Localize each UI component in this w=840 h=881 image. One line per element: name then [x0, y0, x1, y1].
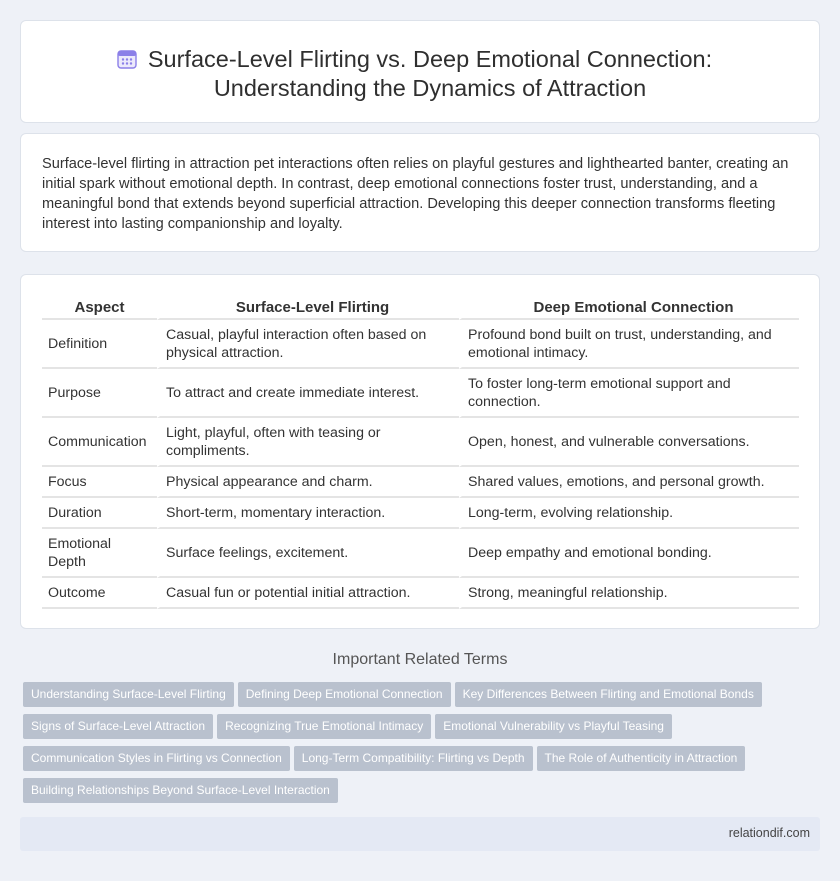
related-term-tag[interactable]: Emotional Vulnerability vs Playful Teasing — [435, 714, 672, 739]
related-term-tag[interactable]: Understanding Surface-Level Flirting — [23, 682, 234, 707]
related-term-tag[interactable]: Long-Term Compatibility: Flirting vs Depth — [294, 746, 533, 771]
table-cell: Physical appearance and charm. — [157, 467, 459, 498]
related-term-tag[interactable]: Communication Styles in Flirting vs Connection — [23, 746, 290, 771]
intro-paragraph: Surface-level flirting in attraction pet interactions often relies on playful gestures and lighthearted banter, creating an initial spark without emotional depth. In contrast, deep emotional connections foster trust, understanding, and a meaningful bond that extends beyond superficial attraction. Developing this deeper connection transforms fleeting interest into lasting companionship and loyalty. — [42, 156, 789, 232]
table-cell: Long-term, evolving relationship. — [459, 498, 799, 529]
page-title — [21, 45, 819, 103]
tag-row — [23, 714, 823, 746]
table-cell-aspect: Outcome — [42, 578, 157, 609]
table-row — [42, 578, 799, 609]
related-terms-title: Important Related Terms — [332, 651, 508, 668]
table-row — [42, 498, 799, 529]
table-cell: Shared values, emotions, and personal growth. — [459, 467, 799, 498]
table-cell-aspect: Purpose — [42, 369, 157, 418]
tag-row — [23, 682, 823, 714]
title-card — [20, 20, 820, 123]
header-deep-connection: Deep Emotional Connection — [459, 298, 799, 320]
table-row — [42, 467, 799, 498]
table-row — [42, 320, 799, 369]
table-cell: Casual, playful interaction often based on physical attraction. — [157, 320, 459, 369]
table-cell: To attract and create immediate interest. — [157, 369, 459, 418]
table-cell: Profound bond built on trust, understanding, and emotional intimacy. — [459, 320, 799, 369]
table-cell: Deep empathy and emotional bonding. — [459, 529, 799, 578]
related-term-tag[interactable]: The Role of Authenticity in Attraction — [537, 746, 746, 771]
table-cell: Strong, meaningful relationship. — [459, 578, 799, 609]
related-term-tag[interactable]: Signs of Surface-Level Attraction — [23, 714, 213, 739]
table-cell-aspect: Communication — [42, 418, 157, 467]
table-row — [42, 369, 799, 418]
table-cell: Open, honest, and vulnerable conversations. — [459, 418, 799, 467]
header-aspect: Aspect — [42, 298, 157, 320]
table-cell-aspect: Focus — [42, 467, 157, 498]
related-term-tag[interactable]: Defining Deep Emotional Connection — [238, 682, 451, 707]
table-cell-aspect: Emotional Depth — [42, 529, 157, 578]
table-row — [42, 529, 799, 578]
table-cell: Casual fun or potential initial attraction. — [157, 578, 459, 609]
table-cell-aspect: Definition — [42, 320, 157, 369]
table-cell: To foster long-term emotional support and connection. — [459, 369, 799, 418]
intro-card — [20, 133, 820, 252]
table-cell-aspect: Duration — [42, 498, 157, 529]
related-term-tag[interactable]: Building Relationships Beyond Surface-Level Interaction — [23, 778, 338, 803]
table-row — [42, 418, 799, 467]
related-term-tag[interactable]: Recognizing True Emotional Intimacy — [217, 714, 431, 739]
table-header-row — [42, 298, 799, 320]
table-cell: Light, playful, often with teasing or compliments. — [157, 418, 459, 467]
related-term-tag[interactable]: Key Differences Between Flirting and Emotional Bonds — [455, 682, 762, 707]
footer-site-link[interactable]: relationdif.com — [728, 826, 810, 840]
comparison-table — [42, 298, 799, 609]
table-cell: Short-term, momentary interaction. — [157, 498, 459, 529]
tag-row — [23, 746, 823, 778]
comparison-card — [20, 274, 820, 629]
page-title-line1: Surface-Level Flirting vs. Deep Emotional Connection: — [147, 46, 713, 72]
page-title-line2: Understanding the Dynamics of Attraction — [213, 75, 647, 101]
tag-row — [23, 778, 823, 810]
footer — [20, 817, 820, 851]
table-cell: Surface feelings, excitement. — [157, 529, 459, 578]
related-terms-list — [23, 682, 823, 810]
header-surface-flirting: Surface-Level Flirting — [157, 298, 459, 320]
